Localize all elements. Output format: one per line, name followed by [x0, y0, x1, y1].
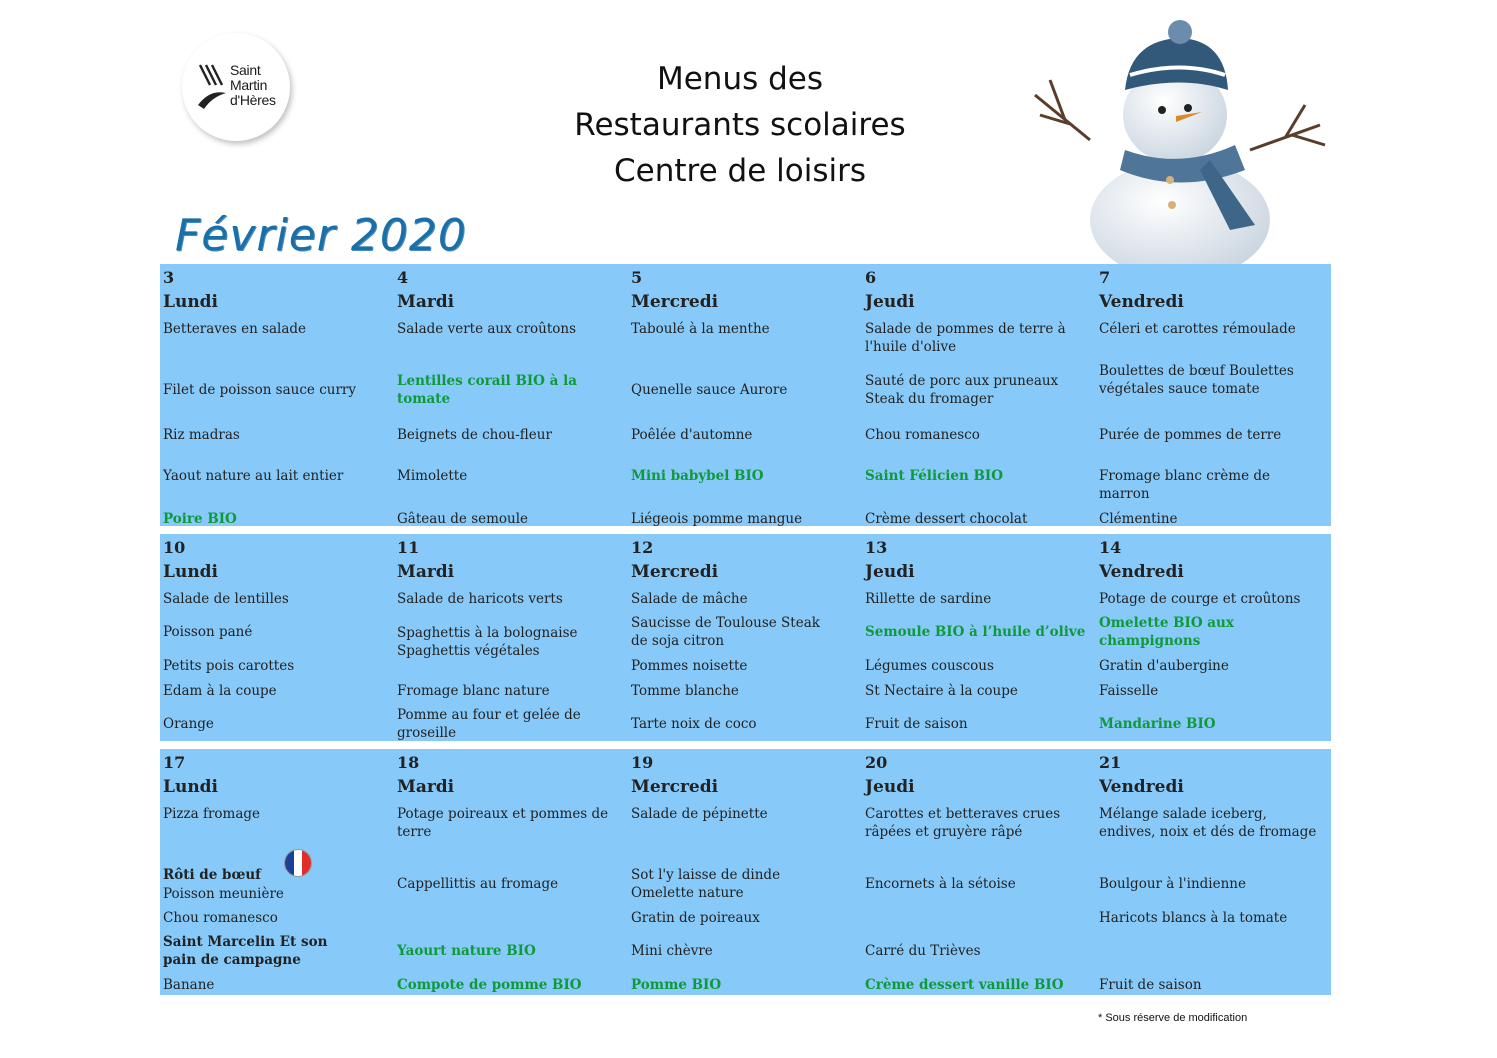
day-name: Mercredi: [631, 292, 719, 312]
menu-cheese: Saint Marcelin Et son pain de campagne: [163, 934, 328, 968]
menu-dessert: Pomme au four et gelée de groseille: [397, 707, 581, 741]
menu-cheese: Saint Félicien BIO: [865, 468, 1004, 484]
day-number: 4: [397, 268, 409, 287]
day-name: Mercredi: [631, 562, 719, 582]
menu-starter: Pizza fromage: [163, 806, 261, 822]
menu-main: Encornets à la sétoise: [865, 876, 1016, 892]
week-3-panel: [160, 749, 1331, 995]
france-flag-icon: [284, 849, 312, 877]
page-title: [480, 56, 1000, 194]
day-number: 10: [163, 538, 186, 557]
day-number: 21: [1099, 753, 1122, 772]
title-line-1: Menus des: [656, 61, 824, 97]
menu-side: Petits pois carottes: [163, 658, 295, 674]
menu-cheese: Mini babybel BIO: [631, 468, 764, 484]
menu-dessert: Clémentine: [1099, 511, 1178, 527]
title-line-2: Restaurants scolaires: [574, 107, 906, 143]
menu-main: Saucisse de Toulouse Steak de soja citron: [631, 615, 820, 649]
menu-cheese: St Nectaire à la coupe: [865, 683, 1018, 699]
menu-cheese: Carré du Trièves: [865, 943, 981, 959]
menu-cheese: Fromage blanc crème de marron: [1099, 468, 1270, 502]
menu-main: Lentilles corail BIO à la tomate: [397, 373, 577, 407]
menu-side: Haricots blancs à la tomate: [1099, 910, 1288, 926]
menu-starter: Salade de pépinette: [631, 806, 768, 822]
menu-dessert: Poire BIO: [163, 511, 237, 527]
menu-main: Omelette BIO aux champignons: [1099, 615, 1234, 649]
day-number: 20: [865, 753, 888, 772]
day-number: 14: [1099, 538, 1122, 557]
day-number: 12: [631, 538, 654, 557]
menu-starter: Salade de pommes de terre à l'huile d'olive: [865, 321, 1066, 355]
menu-cheese: Mimolette: [397, 468, 468, 484]
day-number: 3: [163, 268, 175, 287]
menu-cheese: Edam à la coupe: [163, 683, 277, 699]
day-number: 11: [397, 538, 420, 557]
menu-main-alt: Poisson meunière: [163, 886, 284, 902]
menu-starter: Carottes et betteraves crues râpées et gruyère râpé: [865, 806, 1061, 840]
menu-dessert: Pomme BIO: [631, 977, 722, 993]
menu-dessert: Crème dessert chocolat: [865, 511, 1028, 527]
menu-starter: Salade de haricots verts: [397, 591, 563, 607]
menu-main: Spaghettis à la bolognaise Spaghettis végétales: [397, 625, 578, 659]
menu-starter: Salade verte aux croûtons: [397, 321, 577, 337]
menu-main: Boulgour à l'indienne: [1099, 876, 1246, 892]
city-logo: [182, 33, 290, 141]
menu-cheese: Yaourt nature BIO: [397, 943, 536, 959]
menu-side: Chou romanesco: [163, 910, 278, 926]
day-number: 19: [631, 753, 654, 772]
menu-dessert: Tarte noix de coco: [631, 716, 757, 732]
day-name: Mercredi: [631, 777, 719, 797]
menu-side: Riz madras: [163, 427, 240, 443]
day-name: Vendredi: [1099, 562, 1184, 582]
menu-dessert: Gâteau de semoule: [397, 511, 529, 527]
day-number: 18: [397, 753, 420, 772]
week-1-panel: [160, 264, 1331, 526]
menu-starter: Potage poireaux et pommes de terre: [397, 806, 609, 840]
logo-line-3: d'Hères: [230, 92, 276, 108]
menu-main: Sauté de porc aux pruneaux Steak du fromager: [865, 373, 1059, 407]
menu-starter: Mélange salade iceberg, endives, noix et dés de fromage: [1099, 806, 1317, 840]
week-2-panel: [160, 534, 1331, 741]
menu-side: Purée de pommes de terre: [1099, 427, 1282, 443]
menu-main: Rôti de bœuf: [163, 867, 261, 883]
menu-starter: Rillette de sardine: [865, 591, 992, 607]
snowman-icon: [1030, 20, 1330, 265]
day-name: Mardi: [397, 292, 455, 312]
menu-main: Cappellittis au fromage: [397, 876, 559, 892]
day-name: Vendredi: [1099, 292, 1184, 312]
menu-main: Poisson pané: [163, 624, 253, 640]
day-number: 13: [865, 538, 888, 557]
menu-starter: Céleri et carottes rémoulade: [1099, 321, 1296, 337]
menu-starter: Potage de courge et croûtons: [1099, 591, 1301, 607]
logo-line-2: Martin: [230, 77, 268, 93]
menu-main: Sot l'y laisse de dinde Omelette nature: [631, 867, 781, 901]
menu-dessert: Fruit de saison: [865, 716, 968, 732]
day-name: Jeudi: [865, 562, 915, 582]
menu-side: Légumes couscous: [865, 658, 994, 674]
menu-side: Poêlée d'automne: [631, 427, 753, 443]
month-heading: Février 2020: [175, 210, 467, 261]
menu-cheese: Mini chèvre: [631, 943, 713, 959]
menu-dessert: Banane: [163, 977, 215, 993]
day-number: 6: [865, 268, 877, 287]
day-name: Jeudi: [865, 777, 915, 797]
menu-starter: Taboulé à la menthe: [631, 321, 770, 337]
menu-main: Quenelle sauce Aurore: [631, 382, 788, 398]
menu-cheese: Fromage blanc nature: [397, 683, 550, 699]
footnote: * Sous réserve de modification: [1098, 1012, 1248, 1024]
day-name: Lundi: [163, 562, 219, 582]
logo-line-1: Saint: [230, 62, 261, 78]
day-name: Mardi: [397, 777, 455, 797]
menu-cheese: Yaout nature au lait entier: [163, 468, 344, 484]
menu-main: Boulettes de bœuf Boulettes végétales sauce tomate: [1099, 363, 1294, 397]
menu-starter: Salade de mâche: [631, 591, 748, 607]
day-name: Lundi: [163, 292, 219, 312]
day-name: Jeudi: [865, 292, 915, 312]
menu-dessert: Compote de pomme BIO: [397, 977, 582, 993]
menu-starter: Salade de lentilles: [163, 591, 289, 607]
title-line-3: Centre de loisirs: [614, 153, 866, 189]
menu-dessert: Fruit de saison: [1099, 977, 1202, 993]
menu-side: Beignets de chou-fleur: [397, 427, 552, 443]
menu-side: Pommes noisette: [631, 658, 748, 674]
menu-side: Chou romanesco: [865, 427, 980, 443]
menu-dessert: Liégeois pomme mangue: [631, 511, 803, 527]
logo-mark-icon: [196, 63, 230, 113]
menu-dessert: Orange: [163, 716, 214, 732]
menu-dessert: Crème dessert vanille BIO: [865, 977, 1064, 993]
menu-main: Filet de poisson sauce curry: [163, 382, 356, 398]
menu-cheese: Tomme blanche: [631, 683, 739, 699]
menu-starter: Betteraves en salade: [163, 321, 307, 337]
day-number: 17: [163, 753, 186, 772]
day-name: Vendredi: [1099, 777, 1184, 797]
menu-side: Gratin d'aubergine: [1099, 658, 1229, 674]
day-number: 7: [1099, 268, 1111, 287]
day-number: 5: [631, 268, 643, 287]
day-name: Lundi: [163, 777, 219, 797]
menu-side: Gratin de poireaux: [631, 910, 760, 926]
menu-main: Semoule BIO à l’huile d’olive: [865, 624, 1086, 640]
menu-cheese: Faisselle: [1099, 683, 1159, 699]
menu-dessert: Mandarine BIO: [1099, 716, 1216, 732]
day-name: Mardi: [397, 562, 455, 582]
